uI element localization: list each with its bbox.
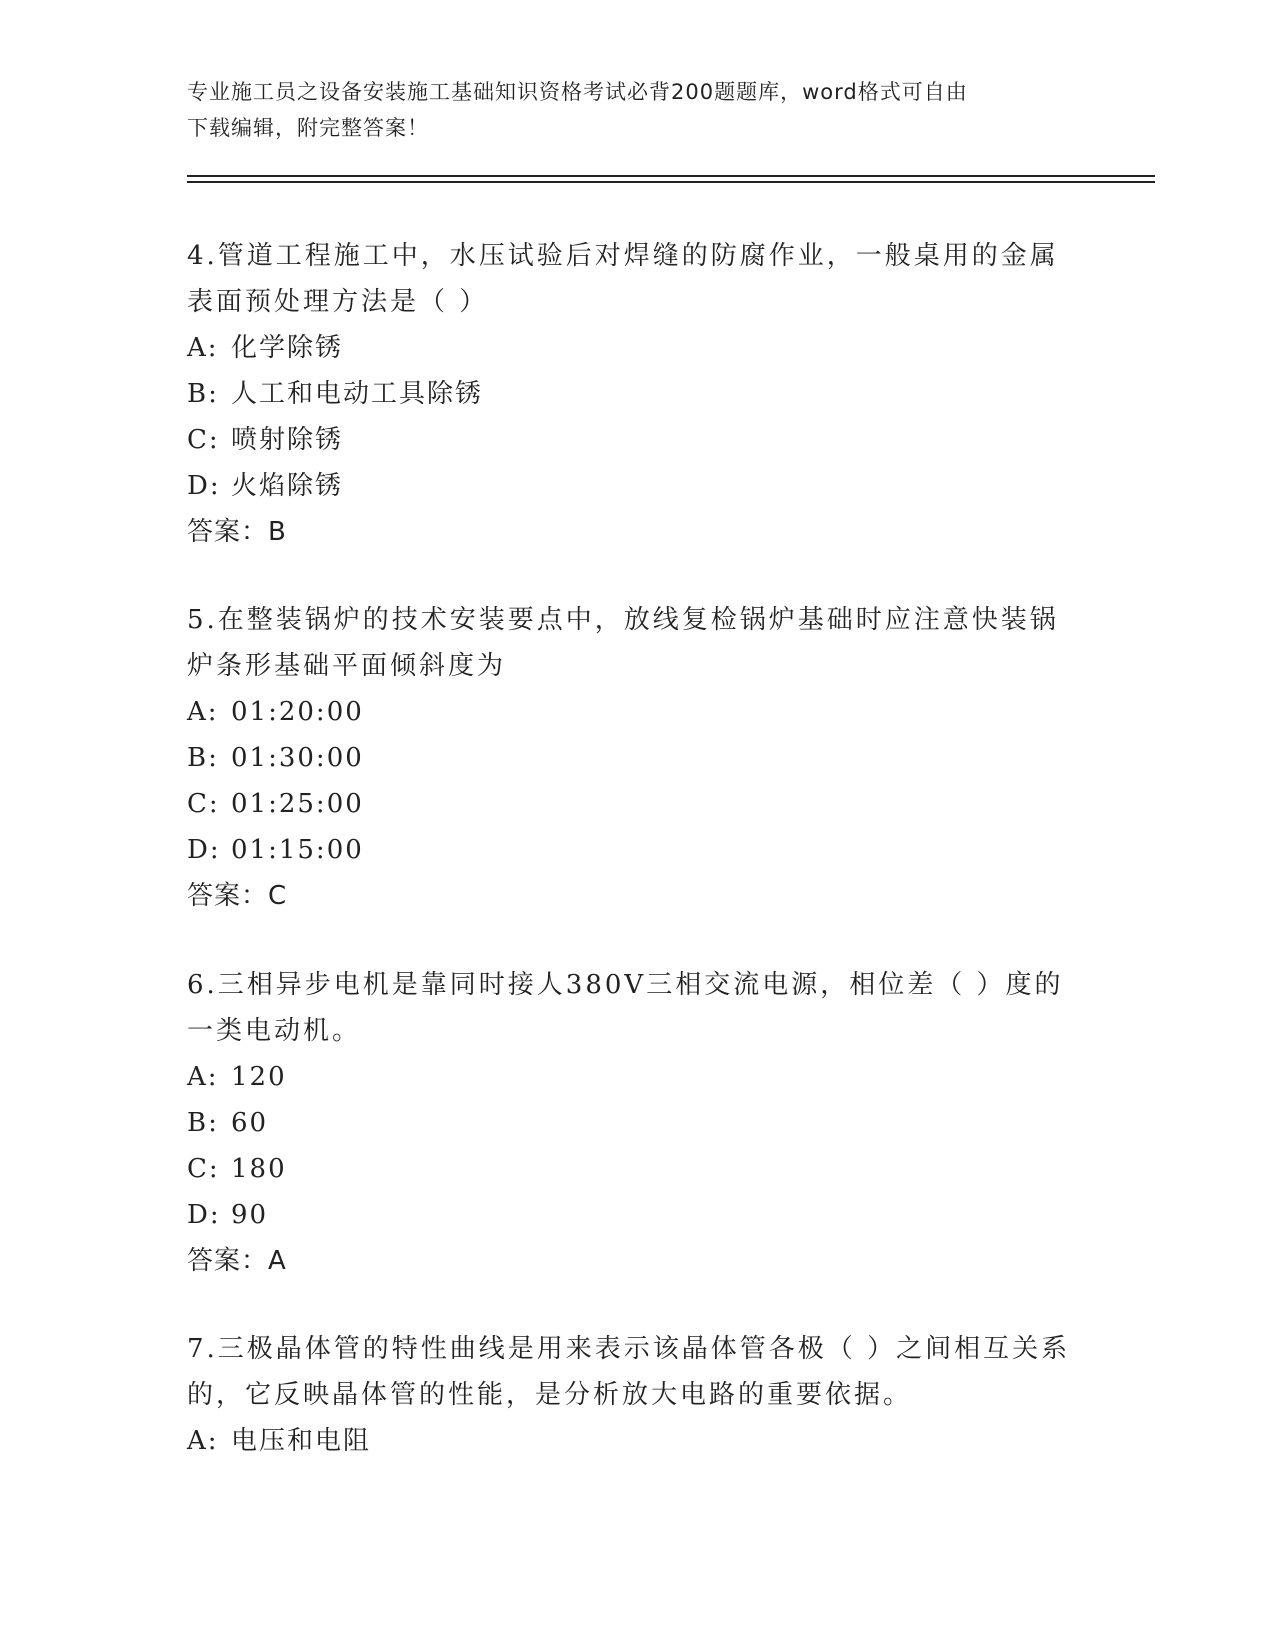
option-text: 180 (231, 1154, 287, 1184)
option-label: C: (187, 425, 220, 455)
question-stem: 4.管道工程施工中，水压试验后对焊缝的防腐作业，一般桌用的金属表面预处理方法是（ ） (187, 241, 1059, 317)
answer-line: 答案：B (187, 517, 287, 547)
option-c (187, 781, 1087, 827)
option-c (187, 417, 1087, 463)
question-6 (187, 962, 1087, 1284)
option-a (187, 1054, 1087, 1100)
option-a (187, 689, 1087, 735)
option-text: 01:25:00 (231, 789, 364, 819)
option-label: D: (187, 1200, 221, 1230)
option-text: 电压和电阻 (231, 1426, 372, 1456)
option-text: 01:15:00 (231, 835, 364, 865)
option-b (187, 1100, 1087, 1146)
option-d (187, 463, 1087, 509)
option-label: A: (187, 1062, 219, 1092)
option-text: 人工和电动工具除锈 (231, 379, 484, 409)
option-label: D: (187, 471, 221, 501)
answer-line: 答案：C (187, 881, 288, 911)
question-stem: 6.三相异步电机是靠同时接人380V三相交流电源，相位差（ ）度的一类电动机。 (187, 970, 1064, 1046)
option-a (187, 325, 1087, 371)
option-a (187, 1418, 1087, 1464)
option-d (187, 1192, 1087, 1238)
option-label: A: (187, 697, 219, 727)
option-text: 喷射除锈 (231, 425, 344, 455)
question-7 (187, 1326, 1087, 1464)
answer-line: 答案：A (187, 1246, 287, 1276)
header-title-line-1: 专业施工员之设备安装施工基础知识资格考试必背200题题库，word格式可自由 (187, 80, 968, 104)
option-text: 01:30:00 (231, 743, 364, 773)
option-text: 90 (231, 1200, 269, 1230)
option-text: 01:20:00 (231, 697, 364, 727)
option-c (187, 1146, 1087, 1192)
option-b (187, 735, 1087, 781)
question-stem: 5.在整装锅炉的技术安装要点中，放线复检锅炉基础时应注意快装锅炉条形基础平面倾斜度为 (187, 605, 1059, 681)
option-text: 120 (231, 1062, 287, 1092)
header-divider-bottom (187, 181, 1155, 183)
question-4 (187, 233, 1087, 555)
question-5 (187, 597, 1087, 919)
option-b (187, 371, 1087, 417)
document-header (187, 74, 1087, 146)
question-stem: 7.三极晶体管的特性曲线是用来表示该晶体管各极（ ）之间相互关系的，它反映晶体管的性能，是分析放大电路的重要依据。 (187, 1334, 1071, 1410)
option-label: A: (187, 333, 219, 363)
option-label: D: (187, 835, 221, 865)
option-text: 化学除锈 (231, 333, 344, 363)
option-label: C: (187, 789, 220, 819)
option-label: B: (187, 379, 219, 409)
option-text: 60 (231, 1108, 269, 1138)
option-label: B: (187, 1108, 219, 1138)
option-label: C: (187, 1154, 220, 1184)
option-label: B: (187, 743, 219, 773)
header-divider-top (187, 175, 1155, 177)
option-text: 火焰除锈 (231, 471, 344, 501)
header-title-line-2: 下载编辑，附完整答案！ (187, 116, 429, 140)
option-label: A: (187, 1426, 219, 1456)
option-d (187, 827, 1087, 873)
